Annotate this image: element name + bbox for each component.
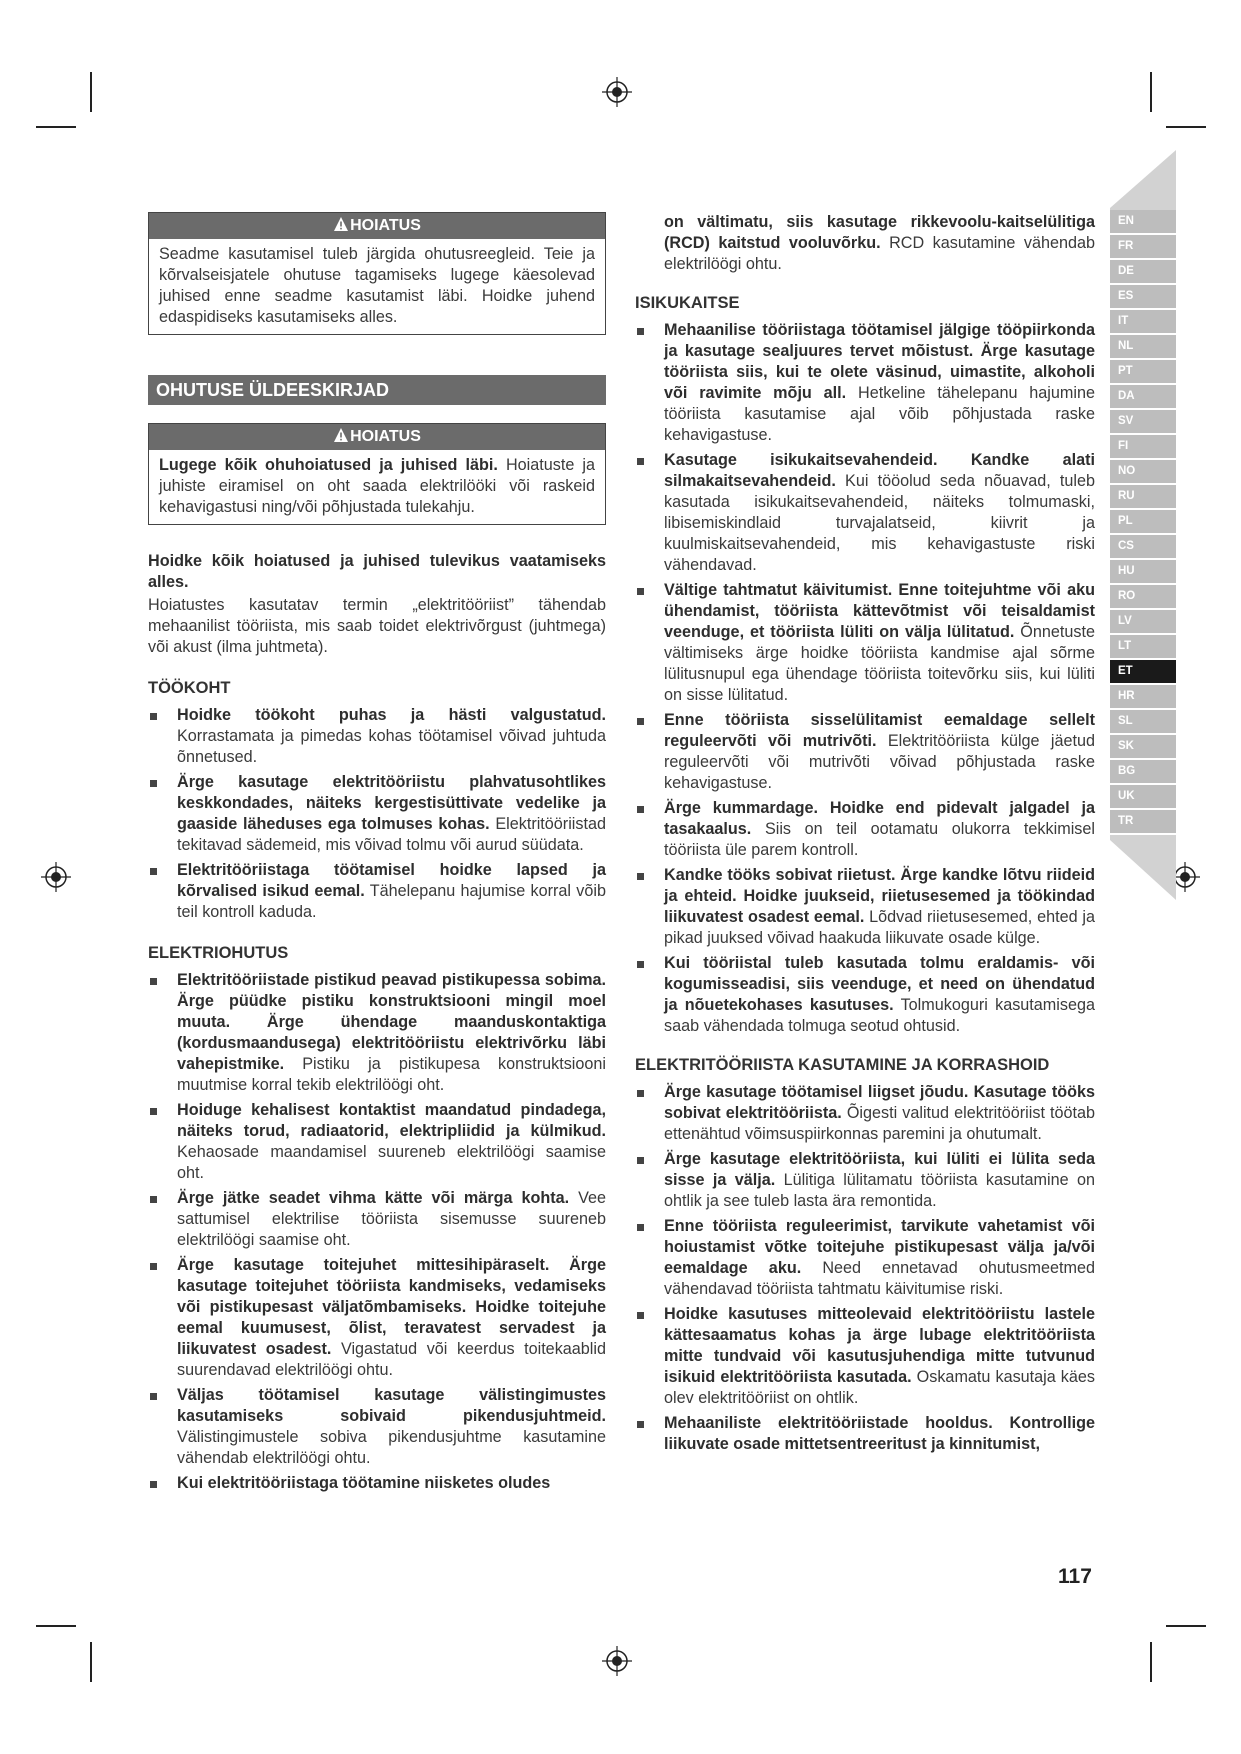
list-item-text: Õigesti valitud elektritööriist töötab ettenähtud võimsuspiirkonnas paremini ja ohutumalt. xyxy=(664,1104,1096,1143)
list-item-bold: Enne tööriista sisselülitamist eemaldage sellelt reguleervõti või mutrivõti. xyxy=(664,711,1095,750)
crop-mark xyxy=(1166,126,1206,128)
list-item-text: Hetkeline tähelepanu hajumine tööriista kasutamise ajal võib põhjustada raske kehavigastuse. xyxy=(664,384,1095,444)
page-number: 117 xyxy=(1058,1565,1092,1588)
list-item-text: Tähelepanu hajumise korral võib teil kontroll kaduda. xyxy=(177,882,606,921)
crop-mark xyxy=(36,126,76,128)
list-item xyxy=(148,1255,606,1381)
list-item-text: Elektritööriistad tekitavad sädemeid, mis võivad tolmu või aurud süüdata. xyxy=(177,815,606,854)
list-item-bold: Ärge kasutage toitejuhet mittesihipäraselt. Ärge kasutage toitejuhet tööriista kandmiseks, vedamiseks või pistikupesast väljatõmbamiseks. Hoidke toitejuhe eemal kuumusest, õlist, teravatest servadest ja liikuvatest osadest. xyxy=(177,1256,606,1358)
language-tab-nl: NL xyxy=(1110,335,1176,360)
warning-text: Seadme kasutamisel tuleb järgida ohutusreegleid. Teie ja kõrvalseisjatele ohutuse tagamiseks lugege käesolevad juhised enne seadme kasutamist läbi. Hoidke juhend edaspidiseks kasutamiseks alles. xyxy=(159,245,595,326)
list-item-text: Elektritööriista külge jäetud reguleervõti või mutrivõti võivad põhjustada raske kehavigastuse. xyxy=(664,732,1095,792)
language-tab-pt: PT xyxy=(1110,360,1176,385)
language-tab-fi: FI xyxy=(1110,435,1176,460)
list-item-text: Pistiku ja pistikupesa konstruktsiooni muutmise korral tekib elektrilöögi oht. xyxy=(177,1055,606,1094)
crop-mark xyxy=(1150,1642,1152,1682)
list-item xyxy=(635,1216,1095,1300)
warning-box xyxy=(148,423,606,525)
term-definition: Hoiatustes kasutatav termin „elektritööriist” tähendab mehaanilist tööriista, mis saab toidet elektrivõrgust (juhtmega) või akust (ilma juhtmeta). xyxy=(148,596,606,656)
registration-mark-icon xyxy=(41,862,71,892)
list-item-bold: Ärge kasutage elektritööriista, kui lüliti ei lülita seda sisse ja välja. xyxy=(664,1150,1095,1189)
language-tab-ro: RO xyxy=(1110,585,1176,610)
list-item xyxy=(635,450,1095,576)
care-list xyxy=(635,1082,1095,1455)
warning-icon xyxy=(333,427,349,443)
warning-text xyxy=(149,450,605,524)
language-tab-sl: SL xyxy=(1110,710,1176,735)
list-item xyxy=(148,1100,606,1184)
registration-mark-icon xyxy=(602,77,632,107)
left-column xyxy=(148,212,606,1498)
list-item-text: Oskamatu kasutaja käes olev elektritööriist on ohtlik. xyxy=(664,1368,1096,1407)
list-item-bold: Hoidke kasutuses mitteolevaid elektritööriistu lastele kättesaamatus kohas ja ärge lubage elektritööriista mitte tundvaid või kasutusjuhendiga mitte tutvunud isikuid elektritööriista kasutada. xyxy=(664,1305,1095,1386)
list-item-bold: Kandke tööks sobivat riietust. Ärge kandke lõtvu riideid ja ehteid. Hoidke juukseid, riietusesemed ja töökindad liikuvatest osadest eemal. xyxy=(664,866,1095,926)
rcd-bold: on vältimatu, siis kasutage rikkevoolu-kaitselülitiga (RCD) kaitstud vooluvõrku. xyxy=(664,213,1095,252)
list-item xyxy=(635,1304,1095,1409)
list-item-bold: Vältige tahtmatut käivitumist. Enne toitejuhtme või aku ühendamist, tööriista kättevõtmist või teisaldamist veenduge, et tööriista lüliti on välja lülitatud. xyxy=(664,581,1095,641)
list-item-text: Lõdvad riietusesemed, ehted ja pikad juuksed võivad haakuda liikuvate osade külge. xyxy=(664,908,1095,947)
list-item-bold: Mehaanilise tööriistaga töötamisel jälgige tööpiirkonda ja kasutage sealjuures tervet mõistust. Ärge kasutage tööriista siis, kui te olete väsinud, uimastite, alkoholi või ravimite mõju all. xyxy=(664,321,1095,402)
list-item-bold: Ärge kasutage elektritööriistu plahvatusohtlikes keskkondades, näiteks kergestisüttivate vedelike ja gaaside läheduses ega tolmuses kohas. xyxy=(177,773,606,833)
crop-mark xyxy=(90,1642,92,1682)
language-tab-uk: UK xyxy=(1110,785,1176,810)
list-item-bold: Enne tööriista reguleerimist, tarvikute vahetamist või hoiustamist võtke toitejuhe pistikupesast välja ja/või eemaldage aku. xyxy=(664,1217,1095,1277)
heading-care: ELEKTRITÖÖRIISTA KASUTAMINE JA KORRASHOID xyxy=(635,1056,1050,1074)
list-item-text: Õnnetuste vältimiseks ärge hoidke tööriista kandmise ajal sõrme lülitusnupul ega ühendage tööriista toitevõrku siis, kui lüliti on sisse lülitatud. xyxy=(664,623,1095,704)
rcd-text: RCD kasutamine vähendab elektrilöögi ohtu. xyxy=(664,234,1095,273)
language-tab-es: ES xyxy=(1110,285,1176,310)
list-item-text: Kehaosade maandamisel suureneb elektrilöögi saamise oht. xyxy=(177,1143,606,1182)
rcd-continuation xyxy=(635,212,1095,275)
language-tab-da: DA xyxy=(1110,385,1176,410)
list-item xyxy=(148,860,606,923)
language-tab-fr: FR xyxy=(1110,235,1176,260)
list-item xyxy=(635,580,1095,706)
language-tab-cs: CS xyxy=(1110,535,1176,560)
warning-box xyxy=(148,212,606,335)
list-item xyxy=(635,1082,1095,1145)
list-item xyxy=(635,320,1095,446)
language-tab-hr: HR xyxy=(1110,685,1176,710)
list-item xyxy=(635,798,1095,861)
warning-header xyxy=(149,424,605,450)
language-tab-et: ET xyxy=(1110,660,1176,685)
warning-body: Hoiatuste ja juhiste eiramisel on oht saada elektrilööki või raskeid kehavigastusi ning/või põhjustada tulekahju. xyxy=(159,456,595,516)
list-item xyxy=(635,710,1095,794)
list-item xyxy=(148,1385,606,1469)
language-tab-hu: HU xyxy=(1110,560,1176,585)
list-item-text: Korrastamata ja pimedas kohas töötamisel võivad juhtuda õnnetused. xyxy=(177,727,606,766)
list-item-text: Lülitiga lülitamatu tööriista kasutamine on ohtlik ja see tuleb lasta ära remontida. xyxy=(664,1171,1095,1210)
heading-workplace: TÖÖKOHT xyxy=(148,679,231,697)
list-item-text: Kui tööolud seda nõuavad, tuleb kasutada isikukaitsevahendeid, näiteks tolmumaski, libisemiskindlaid turvajalatseid, kiivrit ja kuulmiskaitsevahendeid, mis kehavigastuste riski vähendavad. xyxy=(664,472,1095,574)
warning-header xyxy=(149,213,605,239)
electric-list xyxy=(148,970,606,1494)
list-item xyxy=(148,970,606,1096)
language-tab-lt: LT xyxy=(1110,635,1176,660)
language-tab-sv: SV xyxy=(1110,410,1176,435)
list-item-bold: Kui tööriistal tuleb kasutada tolmu eraldamis- või kogumisseadisi, siis veenduge, et need on ühendatud ja nõuetekohases kasutuses. xyxy=(664,954,1095,1014)
keep-bold: Hoidke kõik hoiatused ja juhised tulevikus vaatamiseks alles. xyxy=(148,552,606,591)
list-item xyxy=(148,772,606,856)
list-item xyxy=(635,1413,1095,1455)
language-tabs xyxy=(1110,210,1176,835)
list-item xyxy=(635,1149,1095,1212)
keep-instructions xyxy=(148,551,606,593)
warning-icon xyxy=(333,216,349,232)
list-item xyxy=(635,865,1095,949)
language-tab-pl: PL xyxy=(1110,510,1176,535)
crop-mark xyxy=(90,72,92,112)
personal-list xyxy=(635,320,1095,1037)
crop-mark xyxy=(1150,72,1152,112)
warning-bold: Lugege kõik ohuhoiatused ja juhised läbi. xyxy=(159,456,498,474)
list-item-bold: Mehaaniliste elektritööriistade hooldus. Kontrollige liikuvate osade mittetsentreeritust ja kinnitumist, xyxy=(664,1414,1095,1453)
list-item-bold: Kui elektritööriistaga töötamine niisketes oludes xyxy=(177,1474,551,1492)
list-item-bold: Kasutage isikukaitsevahendeid. Kandke alati silmakaitsevahendeid. xyxy=(664,451,1095,490)
language-tab-de: DE xyxy=(1110,260,1176,285)
warning-title: HOIATUS xyxy=(350,428,421,445)
language-tab-it: IT xyxy=(1110,310,1176,335)
list-item xyxy=(635,953,1095,1037)
heading-electric: ELEKTRIOHUTUS xyxy=(148,944,289,962)
language-tab-ru: RU xyxy=(1110,485,1176,510)
language-tab-lv: LV xyxy=(1110,610,1176,635)
list-item-bold: Väljas töötamisel kasutage välistingimustes kasutamiseks sobivaid pikendusjuhtmeid. xyxy=(177,1386,606,1425)
list-item-bold: Ärge jätke seadet vihma kätte või märga kohta. xyxy=(177,1189,570,1207)
list-item xyxy=(148,1473,606,1494)
workplace-list xyxy=(148,705,606,923)
list-item-text: Vigastatud või keerdus toitekaablid suurendavad elektrilöögi ohtu. xyxy=(177,1340,606,1379)
list-item-bold: Elektritööriistade pistikud peavad pistikupessa sobima. Ärge püüdke pistiku konstruktsiooni mingil moel muuta. Ärge ühendage maanduskontaktiga (kordusmaandusega) elektritööriistu elektrivõrku läbi vahepistmike. xyxy=(177,971,606,1073)
registration-mark-icon xyxy=(602,1646,632,1676)
right-column xyxy=(635,212,1095,1459)
list-item-bold: Elektritööriistaga töötamisel hoidke lapsed ja kõrvalised isikud eemal. xyxy=(177,861,606,900)
warning-title: HOIATUS xyxy=(350,217,421,234)
list-item-bold: Hoidke töökoht puhas ja hästi valgustatud. xyxy=(177,706,606,724)
heading-personal: ISIKUKAITSE xyxy=(635,294,740,312)
list-item xyxy=(148,705,606,768)
language-tab-bg: BG xyxy=(1110,760,1176,785)
list-item-text: Siis on teil ootamatu olukorra tekkimisel tööriista üle parem kontroll. xyxy=(664,820,1095,859)
language-tab-sk: SK xyxy=(1110,735,1176,760)
list-item-bold: Hoiduge kehalisest kontaktist maandatud pindadega, näiteks torud, radiaatorid, elektripliidid ja külmikud. xyxy=(177,1101,606,1140)
language-tab-no: NO xyxy=(1110,460,1176,485)
list-item-bold: Ärge kummardage. Hoidke end pidevalt jalgadel ja tasakaalus. xyxy=(664,799,1095,838)
list-item xyxy=(148,1188,606,1251)
list-item-text: Vee sattumisel elektrilise tööriista sisemusse suureneb elektrilöögi saamise oht. xyxy=(177,1189,607,1249)
crop-mark xyxy=(1166,1625,1206,1627)
list-item-text: Tolmukoguri kasutamisega saab vähendada tolmuga seotud ohtusid. xyxy=(664,996,1095,1035)
crop-mark xyxy=(36,1625,76,1627)
list-item-text: Need ennetavad ohutusmeetmed vähendavad tööriista tahtmatu käivitumise riski. xyxy=(664,1259,1095,1298)
list-item-text: Välistingimustele sobiva pikendusjuhtme kasutamine vähendab elektrilöögi ohtu. xyxy=(177,1428,606,1467)
language-tab-tr: TR xyxy=(1110,810,1176,835)
list-item-bold: Ärge kasutage töötamisel liigset jõudu. Kasutage tööks sobivat elektritööriista. xyxy=(664,1083,1095,1122)
section-title: OHUTUSE ÜLDEESKIRJAD xyxy=(148,375,606,405)
language-tab-en: EN xyxy=(1110,210,1176,235)
